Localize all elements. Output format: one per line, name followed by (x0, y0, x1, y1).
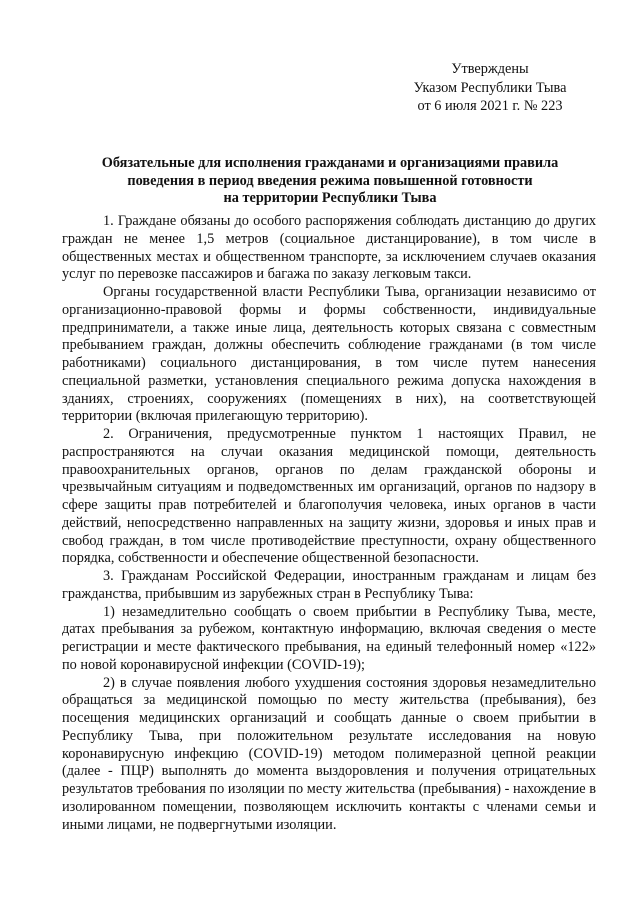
title-line-2: поведения в период введения режима повышенной готовности (127, 172, 533, 189)
title-line-3: на территории Республики Тыва (223, 190, 437, 206)
approval-stamp (400, 60, 580, 116)
approval-line-date: от 6 июля 2021 г. № 223 (417, 98, 563, 114)
paragraph-3-item-1: 1) незамедлительно сообщать о своем прибытии в Республику Тыва, месте, датах пребывания за рубежом, контактную информацию, включая сведения о месте регистрации и месте фактического пребывания, на единый телефонный номер «122» по новой коронавирусной инфекции (COVID-19); (62, 603, 596, 673)
paragraph-3-arrivals: 3. Гражданам Российской Федерации, иностранным гражданам и лицам без гражданства, прибывшим из зарубежных стран в Республику Тыва: (62, 568, 596, 602)
paragraph-3-item-2: 2) в случае появления любого ухудшения состояния здоровья незамедлительно обращаться за медицинской помощью по месту жительства (пребывания), без посещения медицинских организаций и сообщать данные о своем прибытии в Республику Тыва, при положительном результате исследования на новую коронавирусную инфекцию (COVID-19) методом полимеразной цепной реакции (далее - ПЦР) выполнять до момента выздоровления и получения отрицательных результатов требования по изоляции по месту жительства (пребывания) - нахождение в изолированном помещении, позволяющем исключить контакты с членами семьи и иными лицами, не подвергнутыми изоляции. (62, 674, 596, 833)
paragraph-1-distancing: 1. Граждане обязаны до особого распоряжения соблюдать дистанцию до других граждан не менее 1,5 метров (социальное дистанцирование), в том числе в общественных местах и общественном транспорте, за исключением случаев оказания услуг по перевозке пассажиров и багажа по заказу легковым такси. (62, 213, 596, 283)
paragraph-organizations-duties: Органы государственной власти Республики Тыва, организации независимо от организационно-правовой формы и формы собственности, индивидуальные предприниматели, а также иные лица, деятельность которых связана с совместным пребыванием граждан, должны обеспечить соблюдение гражданами (в том числе работниками) социального дистанцирования, в том числе путем нанесения специальной разметки, установления специального режима допуска нахождения в зданиях, строениях, сооружениях (помещениях в них), на соответствующей территории (включая прилегающую территорию). (62, 284, 596, 425)
document-body (62, 213, 596, 834)
paragraph-2-exceptions: 2. Ограничения, предусмотренные пунктом 1 настоящих Правил, не распространяются на случаи оказания медицинской помощи, деятельность правоохранительных органов, органов по делам гражданской обороны и чрезвычайным ситуациям и подведомственных им организаций, органов по надзору в сфере защиты прав потребителей и благополучия человека, иных органов в части действий, непосредственно направленных на защиту жизни, здоровья и иных прав и свобод граждан, в том числе противодействие преступности, охрану общественного порядка, собственности и обеспечение общественной безопасности. (62, 426, 596, 567)
title-line-1: Обязательные для исполнения гражданами и организациями правила (101, 155, 559, 171)
approval-line-approved: Утверждены (451, 61, 529, 77)
approval-line-decree: Указом Республики Тыва (413, 79, 567, 96)
document-title (60, 155, 600, 208)
